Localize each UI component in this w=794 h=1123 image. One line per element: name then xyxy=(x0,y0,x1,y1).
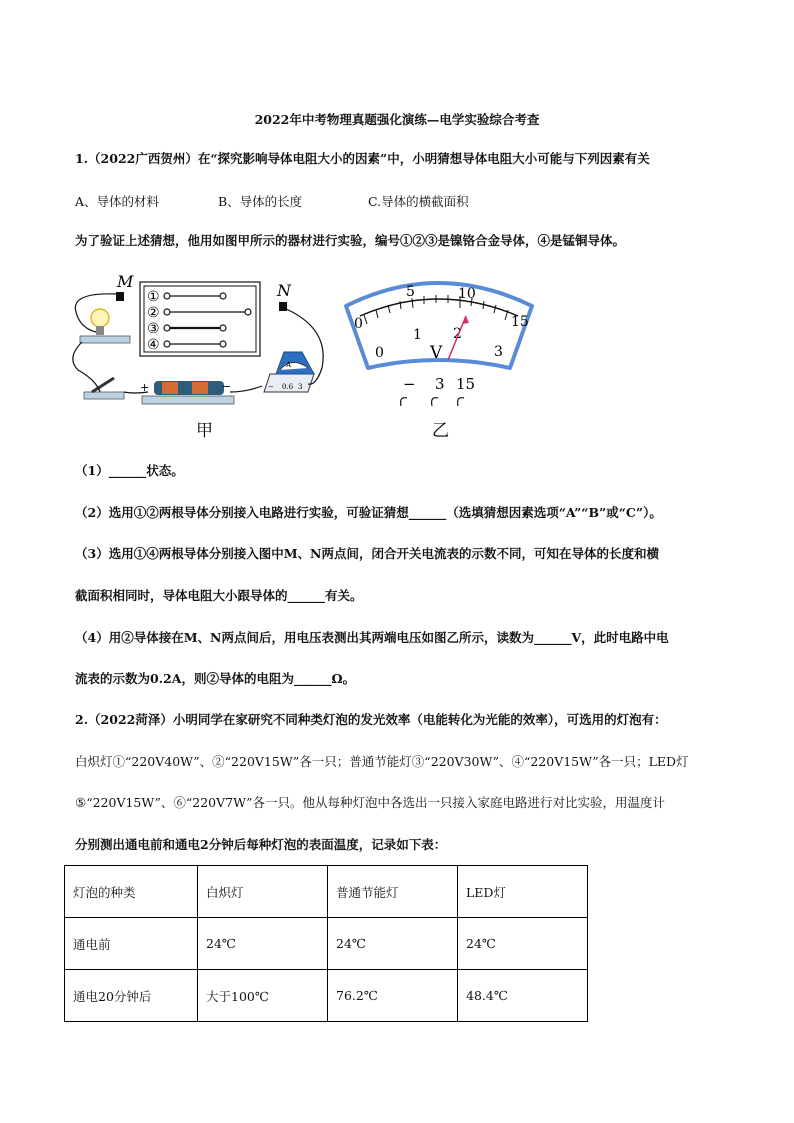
circuit-figure xyxy=(70,268,630,448)
table-cell: 76.2℃ xyxy=(328,970,458,1022)
clip-m xyxy=(116,292,124,301)
light-bulb xyxy=(75,294,130,343)
wire-label-1: ① xyxy=(147,289,160,305)
scale-lower-2: 2 xyxy=(453,326,462,342)
meter-unit: V xyxy=(430,343,443,363)
battery-minus: − xyxy=(222,380,232,393)
terminal-15: 15 xyxy=(456,375,476,393)
q1-option-b: B、导体的长度 xyxy=(218,194,303,209)
q1-part2: （2）选用①②两根导体分别接入电路进行实验，可验证猜想______（选填猜想因素选项“A”“B”或“C”）。 xyxy=(75,505,662,520)
table-cell: 24℃ xyxy=(328,918,458,970)
q1-intro: 1.（2022广西贺州）在“探究影响导体电阻大小的因素”中，小明猜想导体电阻大小可能与下列因素有关 xyxy=(75,151,650,166)
scale-lower-1: 1 xyxy=(413,327,422,343)
ammeter-label: A xyxy=(286,361,292,369)
table-header-cell: 灯泡的种类 xyxy=(65,866,198,918)
scale-upper-5: 5 xyxy=(406,284,415,300)
scale-lower-3: 3 xyxy=(494,344,503,360)
ammeter-terminal-06: 0.6 xyxy=(282,383,294,391)
q1-option-c: C.导体的横截面积 xyxy=(368,194,469,209)
q1-part4-line1: （4）用②导体接在M、N两点间后，用电压表测出其两端电压如图乙所示，读数为______V，此时电路中电 xyxy=(75,630,669,645)
q1-setup: 为了验证上述猜想，他用如图甲所示的器材进行实验，编号①②③是镍铬合金导体，④是锰铜导体。 xyxy=(75,233,626,248)
table-cell: 24℃ xyxy=(198,918,328,970)
table-cell: 48.4℃ xyxy=(458,970,588,1022)
q2-line1: 2.（2022菏泽）小明同学在家研究不同种类灯泡的发光效率（电能转化为光能的效率），可选用的灯泡有： xyxy=(75,712,667,727)
q1-part4-line2: 流表的示数为0.2A，则②导体的电阻为______Ω。 xyxy=(75,671,356,686)
table-header-cell: LED灯 xyxy=(458,866,588,918)
wire-label-3: ③ xyxy=(147,321,160,337)
voltmeter-terminals xyxy=(401,398,464,406)
battery-plus: + xyxy=(140,381,150,394)
table-row xyxy=(65,970,588,1022)
q1-part3-line1: （3）选用①④两根导体分别接入图中M、N两点间，闭合开关电流表的示数不同，可知在导体的长度和横 xyxy=(75,546,659,561)
ammeter-terminal-neg: − xyxy=(268,383,274,391)
wire-label-4: ④ xyxy=(147,337,160,353)
label-m: M xyxy=(117,272,134,291)
q1-option-a: A、导体的材料 xyxy=(75,194,160,209)
scale-upper-10: 10 xyxy=(458,286,476,302)
ammeter-terminal-3: 3 xyxy=(298,383,303,391)
label-n: N xyxy=(277,281,291,300)
table-header-cell: 白炽灯 xyxy=(198,866,328,918)
lamp-temperature-table xyxy=(64,865,588,1022)
terminal-neg: − xyxy=(403,375,416,393)
table-header-cell: 普通节能灯 xyxy=(328,866,458,918)
wire-label-2: ② xyxy=(147,305,160,321)
label-yi: 乙 xyxy=(432,421,449,441)
scale-lower-0: 0 xyxy=(375,345,384,361)
table-header-row xyxy=(65,866,588,918)
table-cell: 大于100℃ xyxy=(198,970,328,1022)
wire-list xyxy=(147,289,160,353)
label-jia: 甲 xyxy=(196,421,213,441)
clip-n xyxy=(279,302,287,311)
figure-yi xyxy=(346,283,532,441)
figure-jia xyxy=(73,272,323,441)
q2-line3: ⑤“220V15W”、⑥“220V7W”各一只。他从每种灯泡中各选出一只接入家庭电路进行对比实验，用温度计 xyxy=(75,795,666,810)
q1-part1: （1）______状态。 xyxy=(75,463,184,478)
q2-line4: 分别测出通电前和通电2分钟后每种灯泡的表面温度，记录如下表： xyxy=(75,837,447,852)
switch xyxy=(73,342,124,399)
scale-upper-0: 0 xyxy=(354,316,363,332)
table-cell: 通电前 xyxy=(65,918,198,970)
battery xyxy=(124,380,262,404)
table-row xyxy=(65,918,588,970)
table-cell: 24℃ xyxy=(458,918,588,970)
q1-part3-line2: 截面积相同时，导体电阻大小跟导体的______有关。 xyxy=(75,588,363,603)
q2-line2: 白炽灯①“220V40W”、②“220V15W”各一只；普通节能灯③“220V30W”、④“220V15W”各一只；LED灯 xyxy=(75,754,689,769)
table-cell: 通电20分钟后 xyxy=(65,970,198,1022)
page-title: 2022年中考物理真题强化演练—电学实验综合考查 xyxy=(254,112,540,127)
terminal-3: 3 xyxy=(435,375,445,393)
scale-upper-15: 15 xyxy=(511,314,529,330)
ammeter xyxy=(264,308,323,392)
